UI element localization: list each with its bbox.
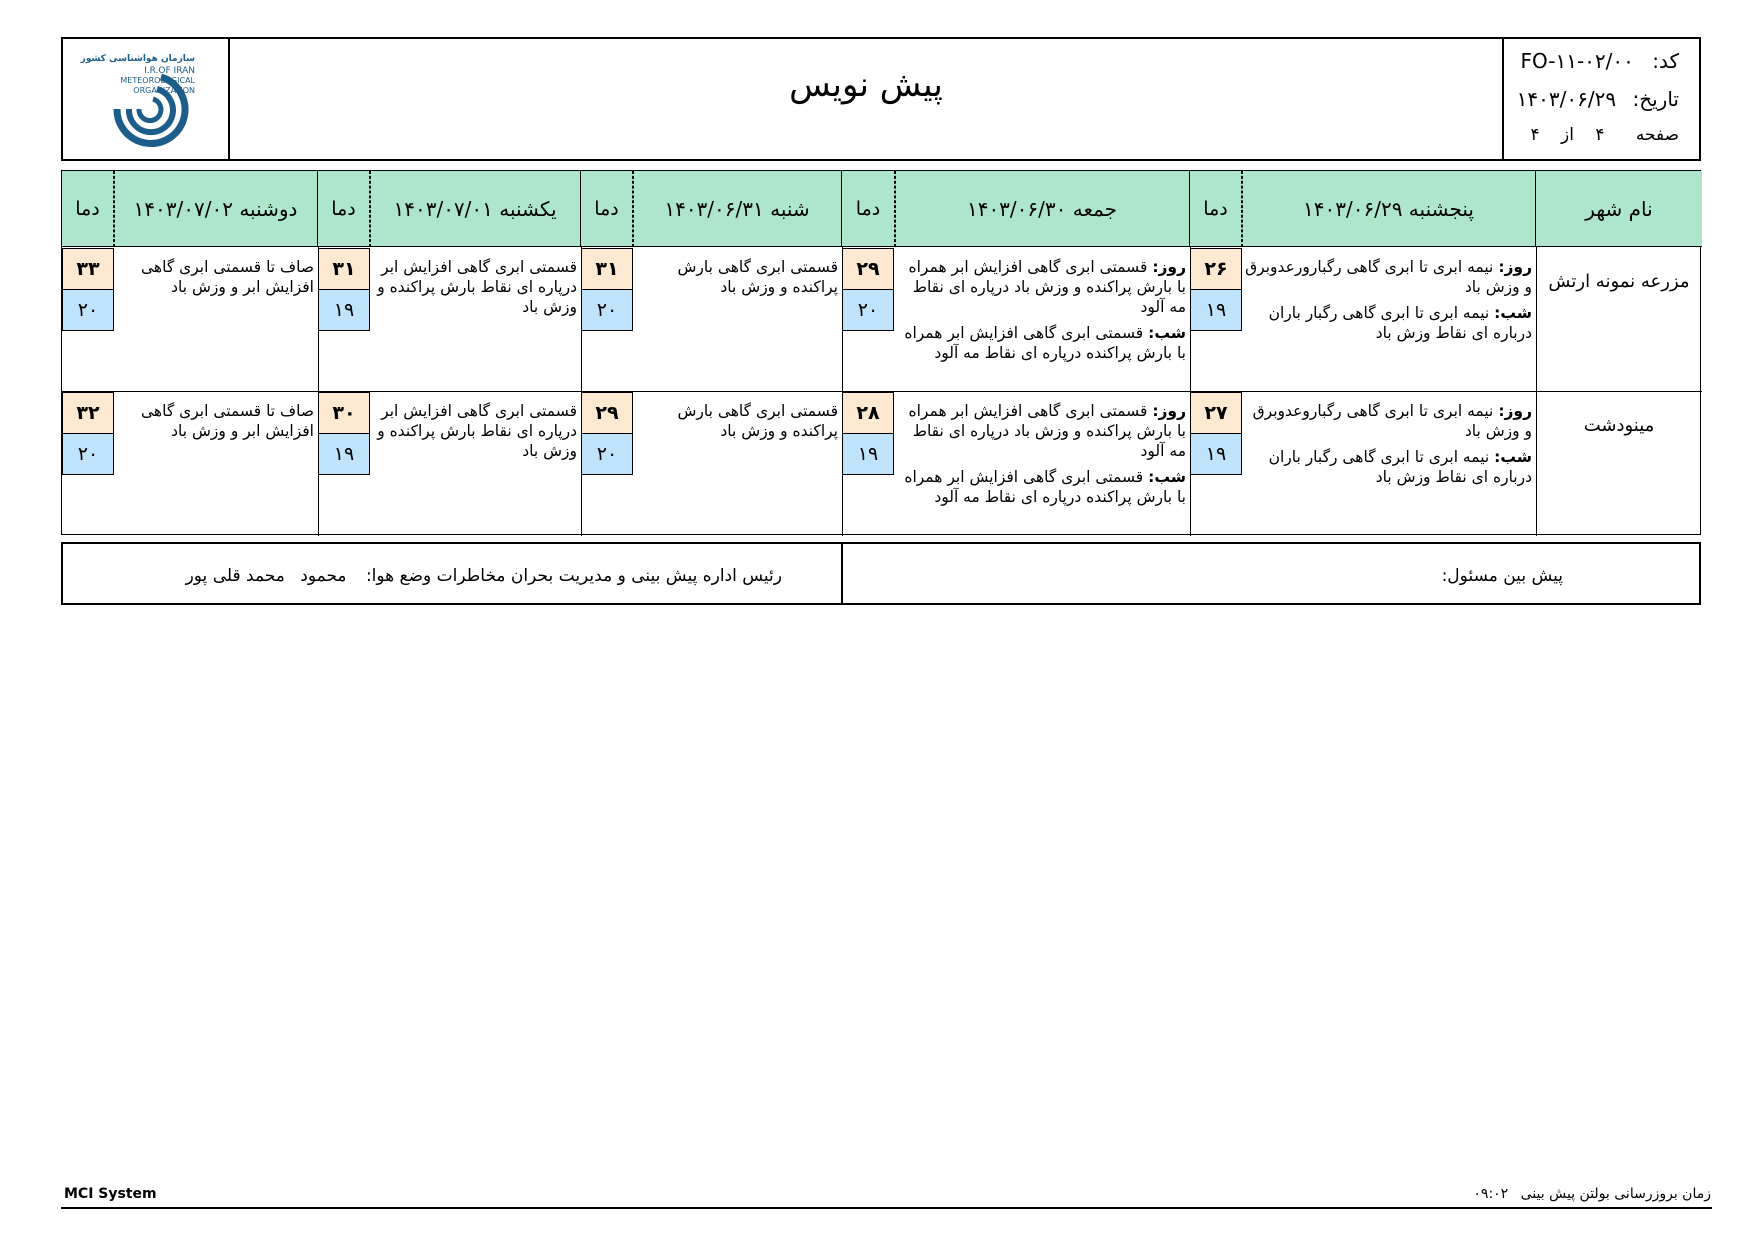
temp-header: دما (581, 171, 633, 247)
date-value: ۱۴۰۳/۰۶/۲۹ (1516, 87, 1617, 111)
night-prefix: شب: (1148, 468, 1186, 486)
day-prefix: روز: (1152, 258, 1186, 276)
document-meta (1504, 39, 1699, 159)
max-temp: ۲۶ (1190, 248, 1242, 290)
forecast-cell (633, 399, 842, 447)
meteorological-organization-logo (79, 47, 197, 161)
day-header: پنجشنبه ۱۴۰۳/۰۶/۲۹ (1242, 171, 1536, 247)
night-forecast: قسمتی ابری گاهی افزایش ابر همراه با بارش پراکنده درپاره ای نقاط مه آلود (904, 324, 1186, 362)
title-cell (230, 39, 1504, 159)
forecast-text: قسمتی ابری گاهی افزایش ابر درپاره ای نقاط بارش پراکنده و وزش باد (377, 402, 577, 460)
header-divider (633, 171, 634, 247)
forecast-text: صاف تا قسمتی ابری گاهی افزایش ابر و وزش باد (141, 258, 314, 296)
min-temp: ۲۰ (62, 433, 114, 475)
header-divider (114, 171, 115, 247)
forecast-text: صاف تا قسمتی ابری گاهی افزایش ابر و وزش باد (141, 402, 314, 440)
forecast-text: قسمتی ابری گاهی بارش پراکنده و وزش باد (677, 402, 838, 440)
update-label: زمان بروزرسانی بولتن پیش بینی (1520, 1186, 1711, 1202)
day-header: شنبه ۱۴۰۳/۰۶/۳۱ (633, 171, 842, 247)
svg-text:I.R.OF IRAN: I.R.OF IRAN (144, 66, 195, 76)
document-header (61, 37, 1701, 161)
day-forecast: قسمتی ابری گاهی افزایش ابر همراه با بارش پراکنده و وزش باد درپاره ای نقاط مه آلود (908, 258, 1186, 316)
day-forecast: قسمتی ابری گاهی افزایش ابر همراه با بارش پراکنده و وزش باد درپاره ای نقاط مه آلود (908, 402, 1186, 460)
max-temp: ۳۱ (581, 248, 633, 290)
day-header: یکشنبه ۱۴۰۳/۰۷/۰۱ (370, 171, 581, 247)
forecast-cell (895, 255, 1190, 369)
forecast-cell (114, 399, 318, 447)
header-divider (370, 171, 371, 247)
forecast-cell (895, 399, 1190, 513)
night-forecast: نیمه ابری تا ابری گاهی رگبار باران درباره ای نقاط وزش باد (1268, 304, 1532, 342)
max-temp: ۳۳ (62, 248, 114, 290)
max-temp: ۳۲ (62, 392, 114, 434)
page-total: ۴ (1530, 125, 1540, 145)
max-temp: ۲۹ (842, 248, 894, 290)
min-temp: ۲۰ (581, 289, 633, 331)
day-prefix: روز: (1152, 402, 1186, 420)
max-temp: ۲۹ (581, 392, 633, 434)
page-of: از (1560, 125, 1574, 145)
forecast-text: قسمتی ابری گاهی افزایش ابر درپاره ای نقاط بارش پراکنده و وزش باد (377, 258, 577, 316)
min-temp: ۱۹ (318, 289, 370, 331)
night-forecast: نیمه ابری تا ابری گاهی رگبار باران درباره ای نقاط وزش باد (1268, 448, 1532, 486)
temp-header: دما (318, 171, 370, 247)
min-temp: ۲۰ (842, 289, 894, 331)
page-title: پیش نویس (789, 65, 943, 105)
forecast-cell (633, 255, 842, 303)
svg-text:سازمان هواشناسی کشور: سازمان هواشناسی کشور (80, 54, 195, 64)
update-time-label (1473, 1186, 1711, 1202)
min-temp: ۱۹ (1190, 433, 1242, 475)
head-signature (186, 566, 782, 586)
date-row (1517, 87, 1679, 111)
header-divider (895, 171, 896, 247)
night-prefix: شب: (1148, 324, 1186, 342)
update-time: ۰۹:۰۲ (1473, 1186, 1509, 1202)
head-first-name: محمود (300, 566, 347, 586)
date-label: تاریخ: (1632, 87, 1679, 111)
code-row (1520, 49, 1679, 73)
temp-header: دما (1190, 171, 1242, 247)
forecast-cell (114, 255, 318, 303)
max-temp: ۲۸ (842, 392, 894, 434)
night-prefix: شب: (1494, 448, 1532, 466)
footer-rule (61, 1207, 1712, 1209)
min-temp: ۲۰ (62, 289, 114, 331)
day-forecast: نیمه ابری تا ابری گاهی رگباروعدوبرق و وزش باد (1252, 402, 1532, 440)
forecast-cell (370, 255, 581, 323)
min-temp: ۱۹ (318, 433, 370, 475)
forecast-cell (1242, 255, 1536, 349)
logo-cell (63, 39, 230, 159)
max-temp: ۳۱ (318, 248, 370, 290)
day-prefix: روز: (1498, 258, 1532, 276)
min-temp: ۱۹ (842, 433, 894, 475)
day-forecast: نیمه ابری تا ابری گاهی رگبارورعدوبرق و وزش باد (1245, 258, 1532, 296)
table-row (1536, 247, 1702, 391)
day-prefix: روز: (1498, 402, 1532, 420)
page-row (1530, 125, 1679, 145)
forecast-cell (370, 399, 581, 467)
code-label: کد: (1652, 49, 1679, 73)
svg-text:METEOROLOGICAL: METEOROLOGICAL (120, 76, 195, 85)
max-temp: ۲۷ (1190, 392, 1242, 434)
city-header: نام شهر (1536, 171, 1702, 247)
head-last-name: محمد قلی پور (185, 566, 285, 586)
temp-header: دما (62, 171, 114, 247)
table-row (1536, 391, 1702, 536)
svg-text:ORGANIZATION: ORGANIZATION (133, 86, 195, 95)
max-temp: ۳۰ (318, 392, 370, 434)
system-name: MCI System (64, 1186, 157, 1202)
night-prefix: شب: (1494, 304, 1532, 322)
code-value: FO-۱۱-۰۲/۰۰ (1520, 49, 1634, 73)
min-temp: ۱۹ (1190, 289, 1242, 331)
day-header: دوشنبه ۱۴۰۳/۰۷/۰۲ (114, 171, 318, 247)
day-header: جمعه ۱۴۰۳/۰۶/۳۰ (895, 171, 1190, 247)
night-forecast: قسمتی ابری گاهی افزایش ابر همراه با بارش پراکنده درپاره ای نقاط مه آلود (904, 468, 1186, 506)
forecaster-label: پیش بین مسئول: (1441, 566, 1563, 586)
forecast-cell (1242, 399, 1536, 493)
forecast-table (61, 170, 1701, 535)
forecast-text: قسمتی ابری گاهی بارش پراکنده و وزش باد (677, 258, 838, 296)
signature-box (61, 542, 1701, 605)
header-divider (1242, 171, 1243, 247)
page-label: صفحه (1635, 125, 1679, 145)
temp-header: دما (842, 171, 895, 247)
min-temp: ۲۰ (581, 433, 633, 475)
city-name: مزرعه نمونه ارتش (1548, 271, 1690, 292)
page-current: ۴ (1595, 125, 1605, 145)
head-label: رئیس اداره پیش بینی و مدیریت بحران مخاطرات وضع هوا: (365, 566, 782, 586)
signature-divider (841, 544, 843, 603)
city-name: مینودشت (1583, 415, 1655, 436)
